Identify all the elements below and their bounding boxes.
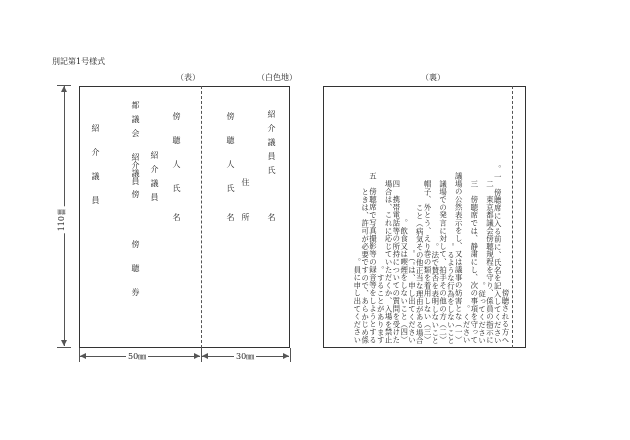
back-rules-block bbox=[329, 90, 509, 344]
back-rule-line: ください。 bbox=[462, 304, 472, 344]
back-rule-line: することがあります。 bbox=[376, 265, 386, 344]
back-rule-line: 場合は、これに応じていただくか、入場を禁止 bbox=[384, 180, 394, 344]
back-rule-line: 三 傍聴席では、静粛にし、次の事項を守って bbox=[469, 180, 479, 344]
bochou-name-suffix: 名 bbox=[172, 213, 181, 221]
back-rule-line: 一 傍聴席に入る前に、氏名を記入してください。 bbox=[493, 164, 503, 344]
bochou-small: 傍 bbox=[131, 190, 140, 198]
stub-address-suffix: 所 bbox=[241, 213, 250, 221]
back-perforation-line bbox=[512, 86, 513, 348]
back-label: （裏） bbox=[421, 73, 445, 82]
width-dim-right-tick bbox=[290, 348, 291, 362]
assembly-vertical: 都議会 bbox=[131, 101, 140, 143]
bochou-name-label: 傍聴人氏 bbox=[172, 112, 181, 208]
front-label: （表） bbox=[176, 73, 200, 82]
arrow-down-icon bbox=[61, 340, 67, 346]
ticket-card bbox=[79, 86, 290, 348]
back-rule-line: 四 携帯電話等の所持についての質問を受けた bbox=[391, 180, 401, 344]
back-rule-line: 員に申し出てください。 bbox=[352, 258, 362, 344]
back-rule-line: （四）飲食又は喫煙をしないこと。 bbox=[399, 219, 409, 344]
perforation-line bbox=[201, 86, 202, 348]
back-rule-line: 法で賛否を表明しないこと。 bbox=[430, 242, 440, 344]
stub-visitor-name-suffix: 名 bbox=[226, 213, 235, 221]
bochou-ticket-title: 傍聴券 bbox=[131, 240, 140, 312]
arrow-right-icon bbox=[283, 353, 289, 359]
back-rule-line: 傍聴される方へ bbox=[501, 289, 510, 344]
arrow-left-icon bbox=[202, 353, 208, 359]
back-rule-line: こと（病気その他正当な理由がある場合 bbox=[415, 203, 425, 344]
back-rule-line: 五 傍聴席で写真撮影等の録音等をしようとする bbox=[368, 172, 378, 344]
back-rule-line: は、申し出てください。）。 bbox=[407, 250, 417, 344]
back-rule-line: 従ってください。 bbox=[477, 281, 487, 344]
stub-intro-member-label: 紹介議員氏 bbox=[267, 110, 276, 180]
arrow-right-icon bbox=[194, 353, 200, 359]
back-rule-line: ときは、許可が必要ですので、あらかじめ係 bbox=[360, 188, 370, 344]
height-label: 110㎜ bbox=[57, 208, 66, 232]
arrow-left-icon bbox=[80, 353, 86, 359]
intro-member-vertical: 紹介議員 bbox=[91, 124, 100, 220]
intro-member-short: 紹介議員 bbox=[131, 153, 140, 185]
back-rule-line: るような行為をしないこと。 bbox=[446, 242, 456, 344]
arrow-up-icon bbox=[61, 86, 67, 92]
stub-visitor-name-label: 傍聴人氏 bbox=[226, 112, 235, 208]
intro-member-top-vertical: 紹介議員 bbox=[150, 151, 159, 207]
white-label: （白色地） bbox=[257, 73, 297, 82]
back-rules-columns bbox=[329, 90, 509, 344]
height-dim-bottom-tick bbox=[57, 347, 71, 348]
back-rule-line: （二）議場での発言に対して、拍手その他の方 bbox=[438, 180, 448, 344]
back-rule-line: 二 東京都議会傍聴規程を守り、係員の指示に bbox=[485, 180, 495, 344]
back-rule-line: （一）議場の公然表示をし、又は議事の妨害とな bbox=[454, 172, 464, 344]
stub-address-label: 住 bbox=[241, 178, 250, 186]
back-rule-line: （三）帽子、外とう、えり巻の類を着用しない bbox=[423, 180, 433, 344]
form-label: 別記第1号様式 bbox=[52, 57, 106, 66]
width-left-label: 50㎜ bbox=[128, 352, 147, 361]
stub-intro-member-suffix: 名 bbox=[267, 213, 276, 221]
width-right-label: 30㎜ bbox=[236, 352, 255, 361]
